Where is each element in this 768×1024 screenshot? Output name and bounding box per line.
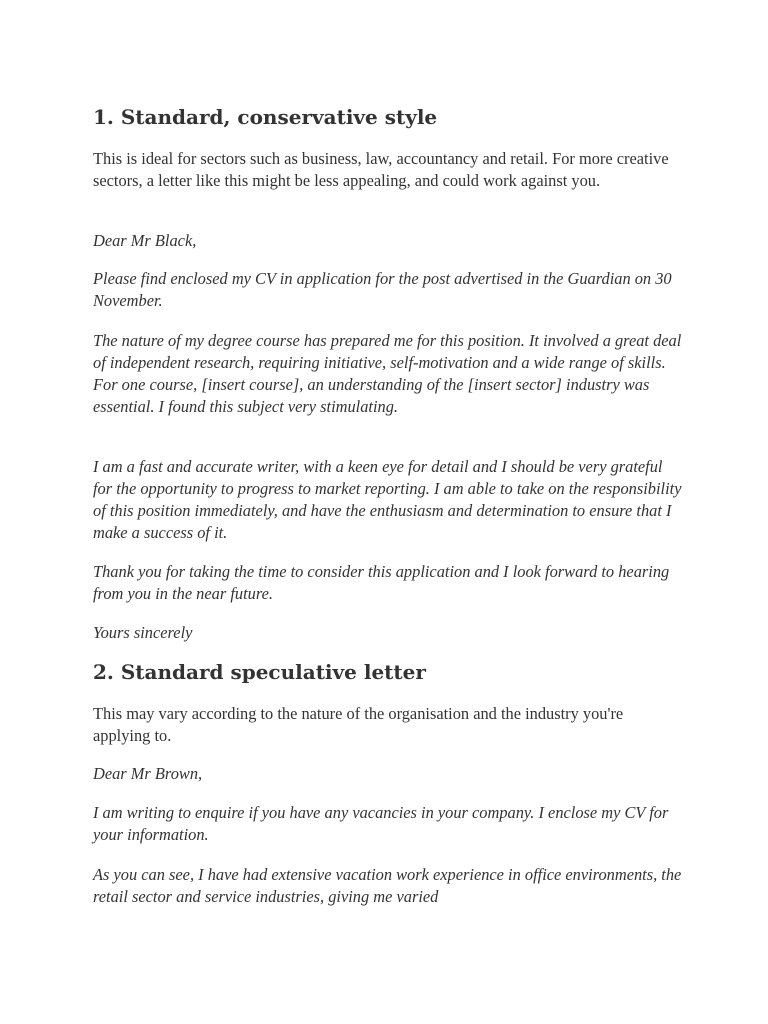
letter-paragraph: Please find enclosed my CV in application for the post advertised in the Guardian on 30 November. bbox=[93, 269, 672, 310]
letter-salutation: Dear Mr Black, bbox=[93, 231, 197, 250]
letter-paragraph: I am writing to enquire if you have any vacancies in your company. I enclose my CV for your information. bbox=[93, 803, 669, 844]
section-heading-conservative: 1. Standard, conservative style bbox=[93, 105, 438, 129]
letter-paragraph: I am a fast and accurate writer, with a keen eye for detail and I should be very grateful for the opportunity to progress to market reporting. I am able to take on the responsibility of this position immediately, and have the enthusiasm and determination to ensure that I make a success of it. bbox=[93, 457, 682, 542]
letter-paragraph: The nature of my degree course has prepared me for this position. It involved a great deal of independent research, requiring initiative, self-motivation and a wide range of skills. For one course, [insert course], an understanding of the [insert sector] industry was essential. I found this subject very stimulating. bbox=[93, 331, 682, 416]
letter-paragraph: Thank you for taking the time to consider this application and I look forward to hearing from you in the near future. bbox=[93, 562, 670, 603]
section-intro: This is ideal for sectors such as business, law, accountancy and retail. For more creative sectors, a letter like this might be less appealing, and could work against you. bbox=[93, 149, 669, 190]
letter-salutation: Dear Mr Brown, bbox=[93, 764, 203, 783]
letter-closing: Yours sincerely bbox=[93, 623, 193, 642]
letter-paragraph: As you can see, I have had extensive vacation work experience in office environments, the retail sector and service industries, giving me varied bbox=[93, 865, 682, 906]
section-heading-speculative: 2. Standard speculative letter bbox=[93, 660, 426, 684]
section-intro: This may vary according to the nature of the organisation and the industry you're applying to. bbox=[93, 704, 624, 745]
